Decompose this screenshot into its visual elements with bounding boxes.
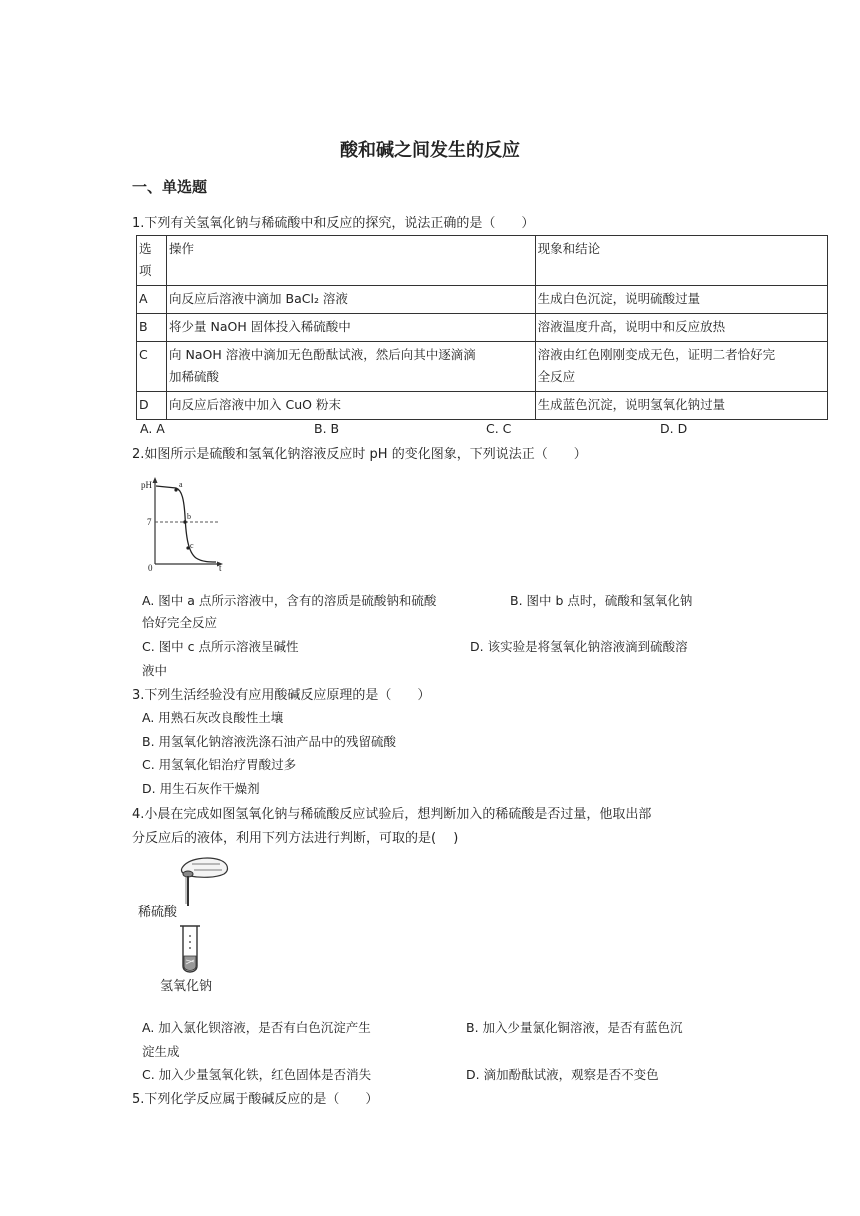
graph-xlabel: t xyxy=(219,563,222,572)
question-1-table xyxy=(136,235,828,420)
table-cell: 向反应后溶液中滴加 BaCl₂ 溶液 xyxy=(167,286,536,314)
q4-choice-a[interactable]: A. 加入氯化钡溶液，是否有白色沉淀产生 xyxy=(142,1020,371,1035)
q1-choice-d[interactable]: D. D xyxy=(660,421,688,436)
question-2-stem: 2.如图所示是硫酸和氢氧化钠溶液反应时 pH 的变化图象，下列说法正（ ） xyxy=(132,447,587,462)
label-dilute-acid: 稀硫酸 xyxy=(138,904,178,919)
q2-choice-c[interactable]: C. 图中 c 点所示溶液呈碱性 xyxy=(142,639,299,654)
q3-choice-c[interactable]: C. 用氢氧化铝治疗胃酸过多 xyxy=(142,757,297,772)
question-1-stem: 1.下列有关氢氧化钠与稀硫酸中和反应的探究，说法正确的是（ ） xyxy=(132,216,535,231)
question-4-stem: 4.小晨在完成如图氢氧化钠与稀硫酸反应试验后，想判断加入的稀硫酸是否过量，他取出部 xyxy=(132,807,652,822)
table-cell: 生成白色沉淀，说明硫酸过量 xyxy=(535,286,827,314)
table-header-cell: 操作 xyxy=(167,236,536,286)
table-header-cell: 选 项 xyxy=(137,236,167,286)
graph-point-c: c xyxy=(190,541,194,550)
label-sodium-hydroxide: 氢氧化钠 xyxy=(160,978,213,993)
table-cell: 生成蓝色沉淀，说明氢氧化钠过量 xyxy=(535,392,827,420)
q2-choice-d[interactable]: D. 该实验是将氢氧化钠溶液滴到硫酸溶 xyxy=(470,639,688,654)
q3-choice-d[interactable]: D. 用生石灰作干燥剂 xyxy=(142,781,260,796)
titration-figure xyxy=(134,852,234,996)
table-header-row xyxy=(137,236,828,286)
question-4-stem-continued: 分反应后的液体，利用下列方法进行判断，可取的是( ) xyxy=(132,831,459,846)
q4-choice-c[interactable]: C. 加入少量氢氧化铁，红色固体是否消失 xyxy=(142,1067,372,1082)
table-row xyxy=(137,342,828,392)
table-row xyxy=(137,392,828,420)
q1-choice-a[interactable]: A. A xyxy=(140,421,165,436)
q2-choice-d-continued: 液中 xyxy=(142,663,168,678)
q1-choice-b[interactable]: B. B xyxy=(314,421,340,436)
graph-origin-label: 0 xyxy=(148,563,153,572)
q2-choice-a[interactable]: A. 图中 a 点所示溶液中，含有的溶质是硫酸钠和硫酸 xyxy=(142,593,437,608)
q1-choice-c[interactable]: C. C xyxy=(486,421,512,436)
table-cell: 向反应后溶液中加入 CuO 粉末 xyxy=(167,392,536,420)
question-3-stem: 3.下列生活经验没有应用酸碱反应原理的是（ ） xyxy=(132,688,431,703)
table-row xyxy=(137,286,828,314)
q3-choice-b[interactable]: B. 用氢氧化钠溶液洗涤石油产品中的残留硫酸 xyxy=(142,734,397,749)
q4-choice-d[interactable]: D. 滴加酚酞试液，观察是否不变色 xyxy=(466,1067,659,1082)
ph-curve-figure xyxy=(140,476,224,572)
table-cell: B xyxy=(137,314,167,342)
table-cell: 将少量 NaOH 固体投入稀硫酸中 xyxy=(167,314,536,342)
page-title: 酸和碱之间发生的反应 xyxy=(340,140,520,161)
graph-seven-label: 7 xyxy=(147,517,152,527)
graph-ylabel: pH xyxy=(141,480,152,490)
table-cell: A xyxy=(137,286,167,314)
table-cell: C xyxy=(137,342,167,392)
question-5-stem: 5.下列化学反应属于酸碱反应的是（ ） xyxy=(132,1092,379,1107)
q2-choice-b[interactable]: B. 图中 b 点时，硫酸和氢氧化钠 xyxy=(510,593,693,608)
section-heading: 一、单选题 xyxy=(132,178,208,196)
graph-point-b: b xyxy=(187,512,191,521)
q4-choice-b-continued: 淀生成 xyxy=(142,1044,180,1059)
table-cell: 向 NaOH 溶液中滴加无色酚酞试液，然后向其中逐滴滴 加稀硫酸 xyxy=(167,342,536,392)
q4-choice-b[interactable]: B. 加入少量氯化铜溶液，是否有蓝色沉 xyxy=(466,1020,683,1035)
table-header-cell: 现象和结论 xyxy=(535,236,827,286)
table-row xyxy=(137,314,828,342)
graph-point-a: a xyxy=(179,480,183,489)
q2-choice-b-continued: 恰好完全反应 xyxy=(142,615,218,630)
table-cell: 溶液由红色刚刚变成无色，证明二者恰好完 全反应 xyxy=(535,342,827,392)
table-cell: 溶液温度升高，说明中和反应放热 xyxy=(535,314,827,342)
table-cell: D xyxy=(137,392,167,420)
q3-choice-a[interactable]: A. 用熟石灰改良酸性土壤 xyxy=(142,710,284,725)
